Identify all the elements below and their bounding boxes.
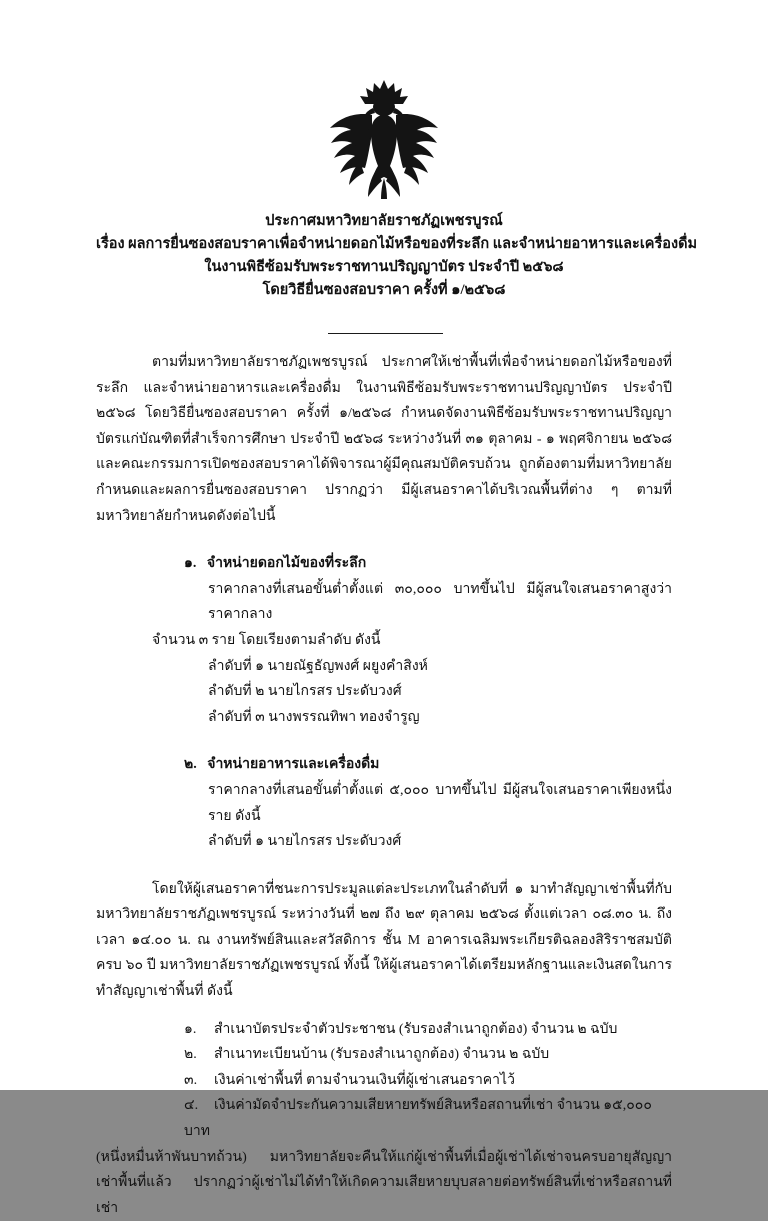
requirement-4-text: เงินค่ามัดจำประกันความเสียหายทรัพย์สินหรือสถานที่เช่า จำนวน ๑๕,๐๐๐ บาท	[184, 1098, 652, 1140]
requirement-3-number: ๓.	[184, 1072, 198, 1088]
requirement-4-number: ๔.	[184, 1098, 199, 1114]
heading-line-1: ประกาศมหาวิทยาลัยราชภัฏเพชรบูรณ์	[265, 213, 503, 229]
requirement-2-number: ๒.	[184, 1047, 197, 1063]
section-2-number: ๒.	[184, 757, 197, 773]
section-2-rank-1: ลำดับที่ ๑ นายไกรสร ประดับวงศ์	[208, 834, 402, 850]
emblem-container	[96, 78, 672, 205]
requirement-item-3	[96, 1068, 672, 1094]
section-2-heading	[96, 752, 672, 778]
section-1-number: ๑.	[184, 556, 197, 572]
requirement-item-1	[96, 1017, 672, 1043]
requirement-item-2	[96, 1042, 672, 1068]
section-1-rank-1: ลำดับที่ ๑ นายณัฐธัญพงศ์ ผยูงคำสิงห์	[208, 658, 428, 674]
requirement-2-text: สำเนาทะเบียนบ้าน (รับรองสำเนาถูกต้อง) จำนวน ๒ ฉบับ	[214, 1047, 550, 1063]
document-body	[96, 350, 672, 1221]
section-1-rank-2: ลำดับที่ ๒ นายไกรสร ประดับวงศ์	[208, 684, 402, 700]
section-2-detail-line-1: ราคากลางที่เสนอขั้นต่ำตั้งแต่ ๕,๐๐๐ บาทขึ้นไป มีผู้สนใจเสนอราคาเพียงหนึ่งราย ดังนี้	[208, 782, 672, 824]
section-1-detail-line-2: จำนวน ๓ ราย โดยเรียงตามลำดับ ดังนี้	[152, 632, 381, 648]
heading-divider	[328, 333, 443, 334]
section-2-title: จำหน่ายอาหารและเครื่องดื่ม	[207, 757, 380, 773]
garuda-emblem-icon	[324, 78, 444, 200]
requirement-1-number: ๑.	[184, 1021, 197, 1037]
heading-line-4: โดยวิธียื่นซองสอบราคา ครั้งที่ ๑/๒๕๖๘	[262, 282, 506, 298]
document-heading	[96, 210, 698, 302]
section-1-detail-line-1: ราคากลางที่เสนอขั้นต่ำตั้งแต่ ๓๐,๐๐๐ บาทขึ้นไป มีผู้สนใจเสนอราคาสูงว่าราคากลาง	[208, 581, 672, 623]
section-1-title: จำหน่ายดอกไม้ของที่ระลึก	[206, 556, 367, 572]
section-1-heading	[96, 551, 672, 577]
heading-line-2: เรื่อง ผลการยื่นซองสอบราคาเพื่อจำหน่ายดอกไม้หรือของที่ระลึก และจำหน่ายอาหารและเครื่องดื่ม	[96, 236, 698, 252]
requirement-1-text: สำเนาบัตรประจำตัวประชาชน (รับรองสำเนาถูกต้อง) จำนวน ๒ ฉบับ	[214, 1021, 618, 1037]
heading-line-3: ในงานพิธีซ้อมรับพระราชทานปริญญาบัตร ประจำปี ๒๕๖๘	[204, 259, 564, 275]
intro-paragraph: ตามที่มหาวิทยาลัยราชภัฏเพชรบูรณ์ ประกาศให้เช่าพื้นที่เพื่อจำหน่ายดอกไม้หรือของที่ระลึก และจำหน่ายอาหารและเครื่องดื่ม ในงานพิธีซ้อมรับพระราชทานปริญญาบัตร ประจำปี ๒๕๖๘ โดยวิธียื่นซองสอบราคา ครั้งที่ ๑/๒๕๖๘ กำหนดจัดงานพิธีซ้อมรับพระราชทานปริญญาบัตรแก่บัณฑิตที่สำเร็จการศึกษา ประจำปี ๒๕๖๘ ระหว่างวันที่ ๓๑ ตุลาคม - ๑ พฤศจิกายน ๒๕๖๘ และคณะกรรมการเปิดซองสอบราคาได้พิจารณาผู้มีคุณสมบัติครบถ้วน ถูกต้องตามที่มหาวิทยาลัยกำหนดและผลการยื่นซองสอบราคา ปรากฏว่า มีผู้เสนอราคาได้บริเวณพื้นที่ต่าง ๆ ตามที่มหาวิทยาลัยกำหนดดังต่อไปนี้	[96, 355, 672, 524]
contract-paragraph: โดยให้ผู้เสนอราคาที่ชนะการประมูลแต่ละประเภทในลำดับที่ ๑ มาทำสัญญาเช่าพื้นที่กับมหาวิทยาลัยราชภัฏเพชรบูรณ์ ระหว่างวันที่ ๒๗ ถึง ๒๙ ตุลาคม ๒๕๖๘ ตั้งแต่เวลา ๐๘.๓๐ น. ถึงเวลา ๑๔.๐๐ น. ณ งานทรัพย์สินและสวัสดิการ ชั้น M อาคารเฉลิมพระเกียรติฉลองสิริราชสมบัติครบ ๖๐ ปี มหาวิทยาลัยราชภัฏเพชรบูรณ์ ทั้งนี้ ให้ผู้เสนอราคาได้เตรียมหลักฐานและเงินสดในการทำสัญญาเช่าพื้นที่ ดังนี้	[96, 881, 672, 1000]
requirement-item-4	[96, 1093, 672, 1144]
document-content-area	[96, 0, 698, 1216]
requirement-3-text: เงินค่าเช่าพื้นที่ ตามจำนวนเงินที่ผู้เช่าเสนอราคาไว้	[214, 1072, 515, 1088]
closing-paragraph: (หนึ่งหมื่นห้าพันบาทถ้วน) มหาวิทยาลัยจะคืนให้แก่ผู้เช่าพื้นที่เมื่อผู้เช่าได้เช่าจนครบอายุสัญญาเช่าพื้นที่แล้ว ปรากฏว่าผู้เช่าไม่ได้ทำให้เกิดความเสียหายบุบสลายต่อทรัพย์สินที่เช่าหรือสถานที่เช่า	[96, 1149, 672, 1216]
section-1-rank-3: ลำดับที่ ๓ นางพรรณทิพา ทองจำรูญ	[208, 709, 420, 725]
